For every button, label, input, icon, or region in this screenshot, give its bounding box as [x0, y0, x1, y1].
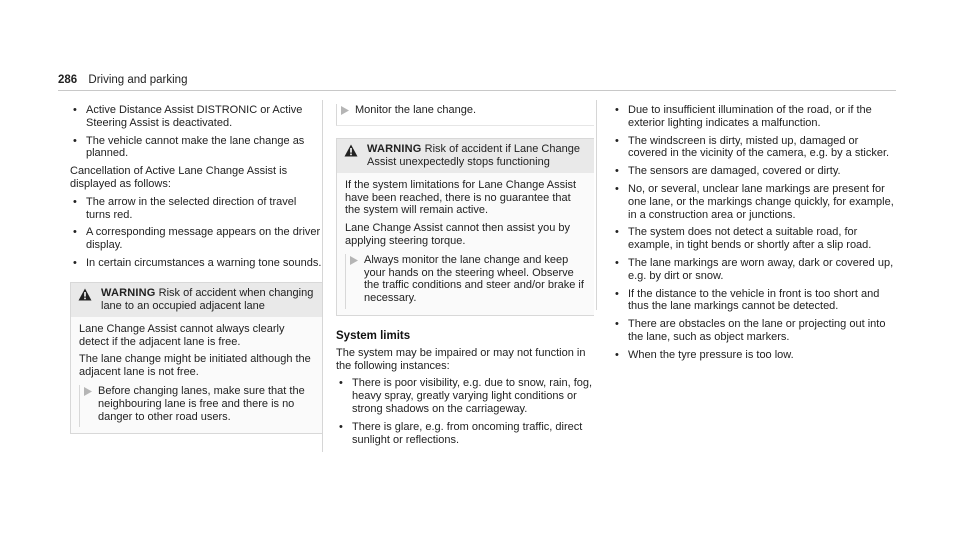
arrow-right-icon — [350, 256, 358, 269]
cancel-text: Cancellation of Active Lane Change Assist is displayed as follows: — [70, 165, 288, 190]
list-item: • The windscreen is dirty, misted up, damaged or covered in the vicinity of the camera, e.g. by a sticker. — [612, 135, 898, 161]
column-1 — [70, 104, 322, 434]
warning-box-assist-stops — [336, 138, 594, 316]
list-item: • In certain circumstances a warning tone sounds. — [70, 257, 322, 270]
system-limits-heading: System limits — [336, 329, 411, 342]
warning-label: WARNING — [367, 142, 422, 155]
step-text: Monitor the lane change. — [355, 104, 477, 116]
warning-paragraph: If the system limitations for Lane Change Assist have been reached, there is no guarantee that the system will remain active. — [345, 178, 577, 217]
warning-paragraph: Lane Change Assist cannot then assist you by applying steering torque. — [345, 222, 571, 247]
warning-title: Risk of accident if Lane Change Assist unexpectedly stops functioning — [367, 142, 580, 168]
list-item: • If the distance to the vehicle in front is too short and thus the lane markings cannot be detected. — [612, 288, 898, 314]
deactivation-list — [70, 104, 322, 160]
warning-paragraph: Lane Change Assist cannot always clearly detect if the adjacent lane is free. — [79, 322, 285, 348]
warning-paragraph: The lane change might be initiated although the adjacent lane is not free. — [79, 353, 311, 379]
instruction-step — [79, 385, 314, 427]
warning-triangle-icon — [78, 288, 92, 305]
page-header — [58, 74, 187, 87]
arrow-right-icon — [341, 106, 349, 119]
list-item: • The arrow in the selected direction of travel turns red. — [70, 196, 322, 222]
column-3 — [612, 104, 898, 367]
list-item: • When the tyre pressure is too low. — [612, 349, 898, 362]
cancel-list — [70, 196, 322, 270]
warning-box-occupied-lane — [70, 282, 322, 435]
list-item: • There is glare, e.g. from oncoming traffic, direct sunlight or reflections. — [336, 421, 594, 447]
monitor-step — [336, 104, 594, 126]
column-2 — [336, 104, 594, 451]
step-text: Always monitor the lane change and keep your hands on the steering wheel. Observe the traffic conditions and steer and/or brake if necessary. — [364, 253, 584, 305]
instruction-step — [345, 254, 586, 309]
list-item: • The lane markings are worn away, dark or covered up, e.g. by dirt or snow. — [612, 257, 898, 283]
warning-label: WARNING — [101, 286, 156, 299]
section-title: Driving and parking — [88, 74, 188, 86]
limitations-list — [612, 104, 898, 362]
list-item: • There is poor visibility, e.g. due to snow, rain, fog, heavy spray, greatly varying light conditions or strong shadows on the carriageway. — [336, 377, 594, 415]
warning-title: Risk of accident when changing lane to an occupied adjacent lane — [101, 286, 314, 312]
list-item: • No, or several, unclear lane markings are present for one lane, or the markings change quickly, for example, in a construction area or junctions. — [612, 183, 898, 221]
list-item: • The vehicle cannot make the lane change as planned. — [70, 135, 322, 161]
system-limits-intro: The system may be impaired or may not function in the following instances: — [336, 346, 586, 372]
column-divider-1 — [322, 100, 323, 452]
warning-body — [337, 173, 594, 315]
system-limits-list — [336, 377, 594, 446]
page-number: 286 — [58, 74, 78, 86]
list-item: • The sensors are damaged, covered or dirty. — [612, 165, 898, 178]
warning-triangle-icon — [344, 144, 358, 161]
warning-header — [71, 283, 322, 317]
list-item: • Active Distance Assist DISTRONIC or Active Steering Assist is deactivated. — [70, 104, 322, 130]
list-item: • A corresponding message appears on the driver display. — [70, 226, 322, 252]
warning-header — [337, 139, 594, 173]
list-item: • Due to insufficient illumination of the road, or if the exterior lighting indicates a malfunction. — [612, 104, 898, 130]
list-item: • The system does not detect a suitable road, for example, in tight bends or shortly after a slip road. — [612, 226, 898, 252]
header-divider — [58, 90, 896, 91]
list-item: • There are obstacles on the lane or projecting out into the lane, such as object markers. — [612, 318, 898, 344]
arrow-right-icon — [84, 387, 92, 400]
step-text: Before changing lanes, make sure that the neighbouring lane is free and there is no danger to other road users. — [98, 384, 305, 423]
warning-body — [71, 317, 322, 434]
column-divider-2 — [596, 100, 597, 310]
